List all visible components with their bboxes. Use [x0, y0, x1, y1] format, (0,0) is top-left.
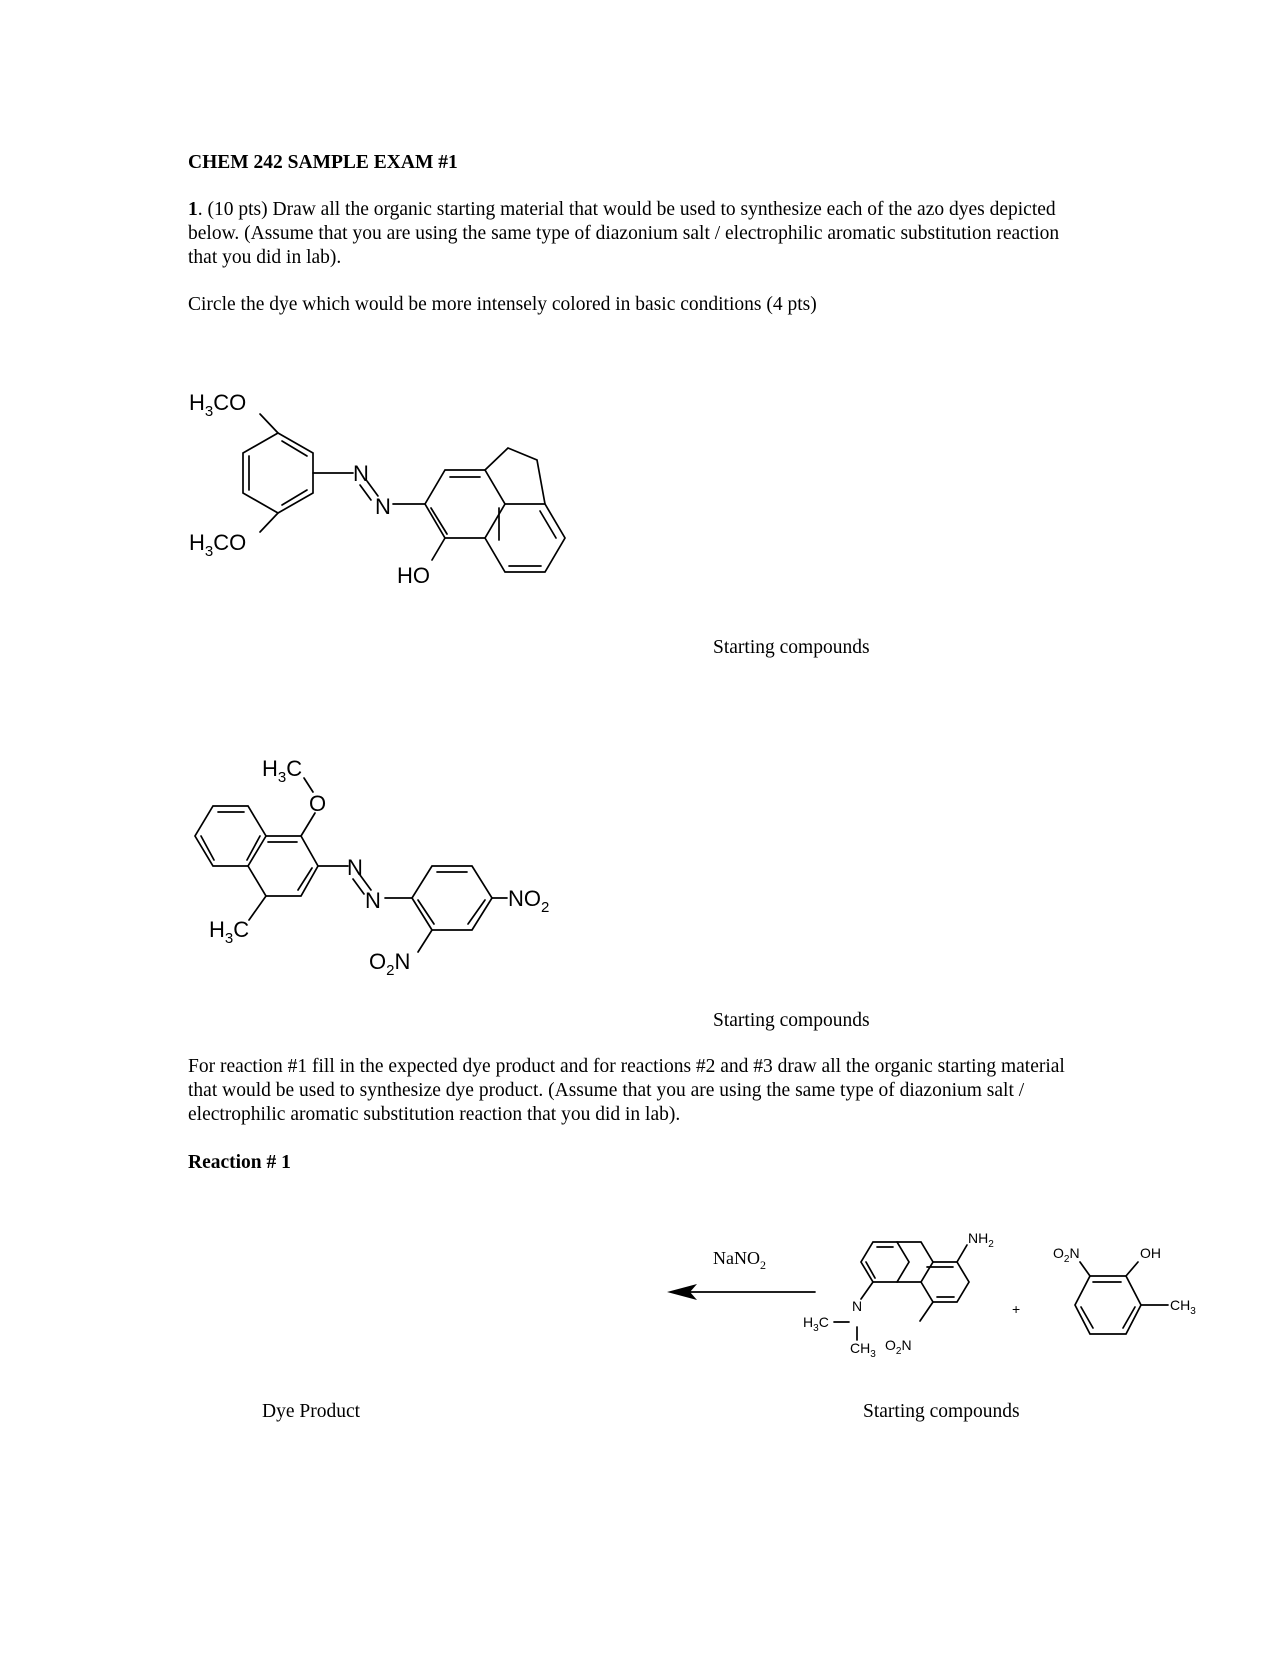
dye1-n2: N [375, 494, 391, 519]
dye1-h3co-top: $H_3CO$ [189, 390, 247, 420]
o2n-label-2: $O_2N$ [1053, 1245, 1080, 1265]
reagent-nano2: NaNO$_2$ [713, 1248, 766, 1272]
nh2-label: $NH_2$ [968, 1230, 994, 1250]
naphthylamine-labels [803, 1230, 994, 1360]
h3c-n-label: $H_3C$ [803, 1314, 829, 1334]
dye2-n1: N [347, 855, 363, 880]
dye2-n2: N [365, 888, 381, 913]
reaction1-heading: Reaction # 1 [188, 1152, 291, 1173]
reaction-arrow [667, 1284, 815, 1300]
question-number: 1 [188, 199, 198, 220]
dye2-o: O [309, 791, 327, 816]
plus-sign: + [1012, 1301, 1021, 1317]
dye1-ho: HO [397, 563, 430, 588]
o2n-label: $O_2N$ [885, 1337, 912, 1357]
reactions-intro: For reaction #1 fill in the expected dye product and for reactions #2 and #3 draw all the organic starting material that would be used to synthesize dye product. (Assume that you are using the same type of diazonium salt / electrophilic aromatic substitution reaction that you did in lab). [188, 1056, 1065, 1125]
exam-title: CHEM 242 SAMPLE EXAM #1 [188, 152, 458, 173]
dye1-n1: N [353, 461, 369, 486]
dye2-starting-caption: Starting compounds [713, 1010, 870, 1031]
naphthylamine-bonds [834, 1242, 969, 1340]
amine-n-label: N [852, 1298, 863, 1314]
question-body: . (10 pts) Draw all the organic starting material that would be used to synthesize each of the azo dyes depicted below. (Assume that you are using the same type of diazonium salt / electrophilic aromatic substitution reaction that you did in lab). [188, 199, 1060, 268]
dye2-o2n: $O_2N$ [369, 949, 411, 979]
dye-product-label: Dye Product [262, 1401, 361, 1422]
dye2-h3c-top: $H_3C$ [262, 756, 303, 786]
dye1-starting-caption: Starting compounds [713, 637, 870, 658]
reaction1-starting-label: Starting compounds [863, 1401, 1020, 1422]
dye2-no2: $NO_2$ [508, 886, 550, 916]
oh-label: OH [1140, 1245, 1161, 1261]
ch3-label: $CH_3$ [850, 1340, 876, 1360]
nitrophenol-labels [1053, 1245, 1196, 1317]
circle-instruction: Circle the dye which would be more intensely colored in basic conditions (4 pts) [188, 294, 817, 315]
dye1-h3co-bottom: $H_3CO$ [189, 530, 247, 560]
ch3-label-2: $CH_3$ [1170, 1297, 1196, 1317]
nitrophenol-bonds [1075, 1262, 1168, 1334]
dye2-h3c-bottom: $H_3C$ [209, 917, 250, 947]
